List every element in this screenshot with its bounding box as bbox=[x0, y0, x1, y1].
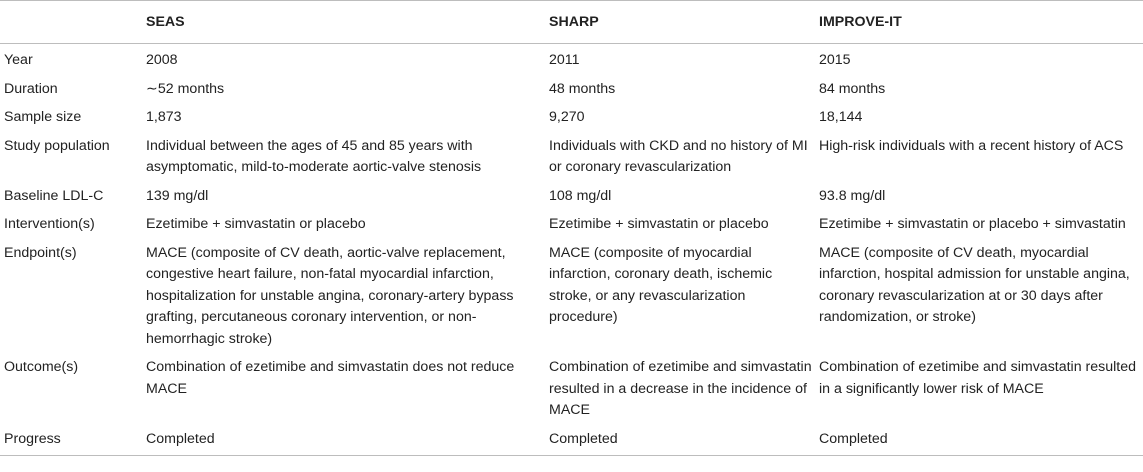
cell-seas: Combination of ezetimibe and simvastatin does not reduce MACE bbox=[146, 359, 515, 397]
row-endpoints bbox=[0, 240, 1143, 355]
cell-seas: 1,873 bbox=[146, 109, 182, 125]
cell-seas: 2008 bbox=[146, 52, 178, 68]
cell-improve-it: Completed bbox=[819, 426, 1143, 456]
cell-sharp: MACE (composite of myocardial infarction, coronary death, ischemic stroke, or any revascularization procedure) bbox=[549, 244, 773, 325]
cell-seas: MACE (composite of CV death, aortic-valve replacement, congestive heart failure, non-fatal myocardial infarction, hospitalization for unstable angina, coronary-artery bypass grafting, percutaneous coronary intervention, or non-hemorrhagic stroke) bbox=[146, 244, 514, 347]
row-outcomes bbox=[0, 354, 1143, 426]
cell-sharp: Completed bbox=[549, 426, 819, 456]
cell-sharp: 108 mg/dl bbox=[549, 187, 612, 204]
cell-sharp: Combination of ezetimibe and simvastatin resulted in a decrease in the incidence of MACE bbox=[549, 359, 812, 418]
cell-sharp: Ezetimibe + simvastatin or placebo bbox=[549, 216, 769, 232]
row-baseline-ldl-c bbox=[0, 183, 1143, 212]
cell-improve-it: MACE (composite of CV death, myocardial infarction, hospital admission for unstable angina, coronary revascularization at or 30 days after randomization, or stroke) bbox=[819, 244, 1130, 325]
row-label: Duration bbox=[4, 80, 58, 97]
row-label: Progress bbox=[0, 426, 146, 456]
row-label: Intervention(s) bbox=[4, 216, 95, 232]
cell-improve-it: Ezetimibe + simvastatin or placebo + simvastatin bbox=[819, 216, 1126, 232]
header-improve-it: IMPROVE-IT bbox=[819, 1, 1143, 44]
row-progress bbox=[0, 426, 1143, 456]
cell-improve-it: 93.8 mg/dl bbox=[819, 187, 886, 204]
cell-improve-it: 2015 bbox=[819, 52, 851, 68]
header-row bbox=[0, 1, 1143, 44]
row-sample-size bbox=[0, 104, 1143, 133]
cell-improve-it: 84 months bbox=[819, 80, 886, 97]
row-year bbox=[0, 44, 1143, 76]
cell-sharp: Individuals with CKD and no history of MI or coronary revascularization bbox=[549, 137, 808, 175]
cell-seas: Ezetimibe + simvastatin or placebo bbox=[146, 216, 366, 232]
cell-improve-it: High-risk individuals with a recent history of ACS bbox=[819, 137, 1124, 154]
row-label: Study population bbox=[4, 137, 110, 154]
cell-improve-it: Combination of ezetimibe and simvastatin resulted in a significantly lower risk of MACE bbox=[819, 359, 1137, 397]
row-duration bbox=[0, 76, 1143, 105]
cell-sharp: 48 months bbox=[549, 80, 616, 97]
row-label: Endpoint(s) bbox=[4, 244, 77, 261]
cell-seas: Completed bbox=[146, 426, 549, 456]
row-label: Outcome(s) bbox=[4, 359, 79, 375]
cell-seas: ∼52 months bbox=[146, 80, 225, 97]
header-sharp: SHARP bbox=[549, 1, 819, 44]
row-label: Baseline LDL-C bbox=[4, 187, 104, 204]
cell-seas: Individual between the ages of 45 and 85 years with asymptomatic, mild-to-moderate aortic-valve stenosis bbox=[146, 137, 482, 175]
cell-seas: 139 mg/dl bbox=[146, 187, 209, 204]
cell-sharp: 2011 bbox=[549, 52, 580, 68]
header-blank bbox=[0, 1, 146, 44]
cell-improve-it: 18,144 bbox=[819, 109, 863, 125]
cell-sharp: 9,270 bbox=[549, 109, 585, 125]
row-study-population bbox=[0, 133, 1143, 183]
row-interventions bbox=[0, 211, 1143, 240]
row-label: Year bbox=[4, 52, 33, 68]
header-seas: SEAS bbox=[146, 1, 549, 44]
row-label: Sample size bbox=[4, 109, 82, 125]
